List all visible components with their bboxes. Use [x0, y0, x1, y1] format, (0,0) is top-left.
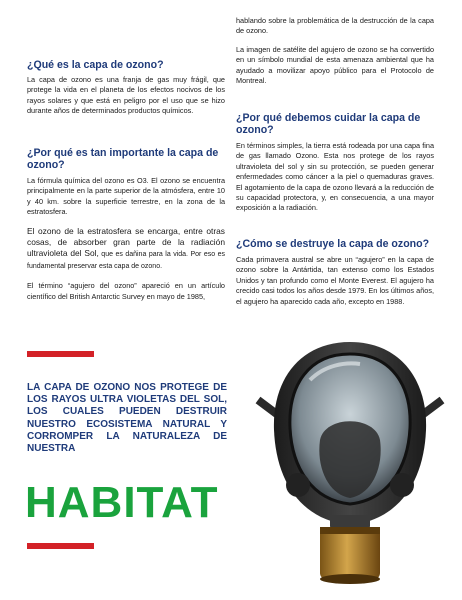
section-body: El término “agujero del ozono” apareció en un artículo científico del British Antarctic Survey en mayo de 1985, [27, 281, 225, 301]
gas-mask-illustration [250, 320, 450, 590]
red-accent-bar-top [27, 351, 94, 357]
section-what-is-ozone [27, 59, 225, 117]
gas-mask-icon [250, 320, 450, 590]
section-how-destroyed [236, 238, 434, 307]
callout-quote: LA CAPA DE OZONO NOS PROTEGE DE LOS RAYOS ULTRA VIOLETAS DEL SOL, LOS CUALES PUEDEN DESTRUIR NUESTRO ECOSISTEMA NATURAL Y CORROMPER LA NATURALEZA DE NUESTRA [27, 382, 227, 455]
section-heading: ¿Por qué es tan importante la capa de ozono? [27, 147, 219, 171]
section-body: En términos simples, la tierra está rodeada por una capa fina de gas llamado Ozono. Esta nos protege de los rayos ultravioleta del sol y sin su protección, se pueden generar enfermedades como cáncer a la piel o quemaduras graves. El agotamiento de la capa de ozono llevará a la reducción de su capacidad protectora, y, en consecuencia, a una mayor exposición a la radiación. [236, 141, 434, 213]
continuation-block [236, 16, 434, 86]
satellite-paragraph: La imagen de satélite del agujero de ozono se ha convertido en un símbolo mundial de esta amenaza ambiental que ha ayudado a movilizar apoyo público para el Protocolo de Montreal. [236, 44, 434, 86]
section-heading: ¿Qué es la capa de ozono? [27, 59, 164, 71]
continuation-text: hablando sobre la problemática de la destrucción de la capa de ozono. [236, 16, 434, 36]
section-heading: ¿Por qué debemos cuidar la capa de ozono? [236, 112, 421, 136]
section-body: Cada primavera austral se abre un “agujero” en la capa de ozono sobre la Antártida, tan extenso como los Estados Unidos y tan profundo como el Monte Everest. El agujero ha crecido casi todos los años desde 1979. En los últimos años, el agujero ha aparecido cada año, excepto en 1988. [236, 255, 434, 306]
highlight-tail: que es dañina para la vida. Por eso es fundamental preservar esta capa de ozono. [27, 251, 225, 270]
habitat-title: HABITAT [25, 478, 219, 527]
section-why-important [27, 147, 225, 302]
section-body: La capa de ozono es una franja de gas muy frágil, que protege la vida en el planeta de los efectos nocivos de los rayos solares y que está en peligro por el uso que se hizo durante años de determinados productos químicos. [27, 75, 225, 116]
section-why-care [236, 112, 434, 214]
section-body: La fórmula química del ozono es O3. El ozono se encuentra principalmente en la parte superior de la atmósfera, entre 10 y 40 km. sobre la superficie terrestre, en la zona de la estratosfera. [27, 176, 225, 217]
red-accent-bar-bottom [27, 543, 94, 549]
section-heading: ¿Cómo se destruye la capa de ozono? [236, 238, 430, 250]
section-body-highlight [27, 226, 225, 273]
highlight-lead: El ozono de la estratosfera se encarga, entre otras cosas, de absorber gran parte de la radiación ultravioleta del Sol, [27, 225, 225, 259]
